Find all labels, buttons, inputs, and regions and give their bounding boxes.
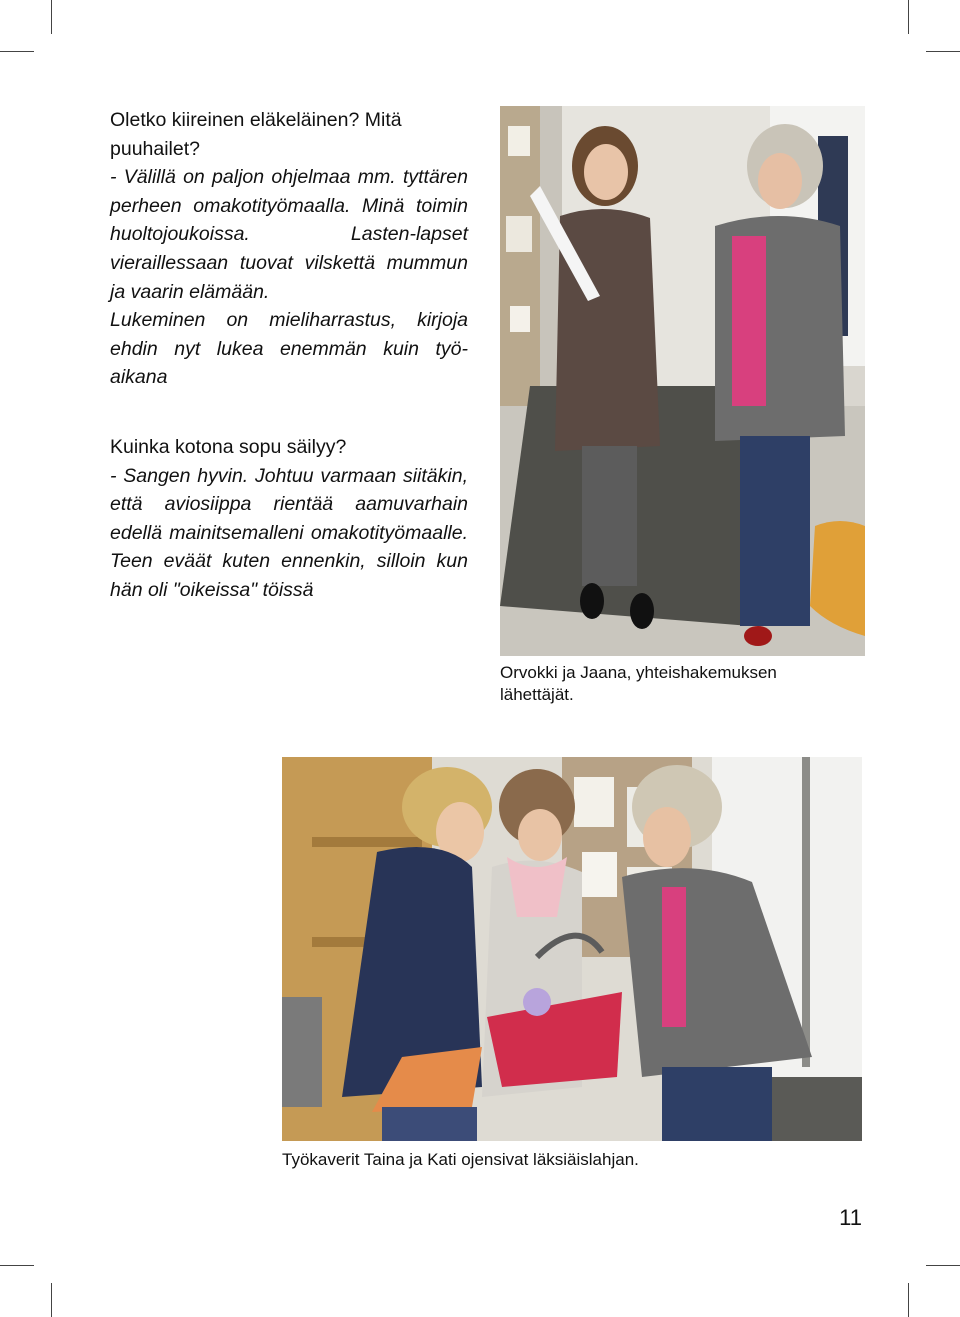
crop-mark [926, 51, 960, 52]
photo-caption: Orvokki ja Jaana, yhteishakemuksen lähettäjät. [500, 663, 777, 704]
crop-mark [908, 1283, 909, 1317]
interview-question: Oletko kiireinen eläkeläinen? Mitä puuhailet? [110, 109, 402, 160]
interview-answer-continued: Lukeminen on mieliharrastus, kirjoja ehdin nyt lukea enemmän kuin työ-aikana [110, 309, 468, 389]
crop-mark [0, 51, 34, 52]
page-number: 11 [839, 1205, 862, 1230]
interview-block [110, 106, 468, 392]
photo-caption: Työkaverit Taina ja Kati ojensivat läksiäislahjan. [282, 1150, 639, 1169]
photo-gift-basket [282, 757, 862, 1141]
crop-mark [51, 1283, 52, 1317]
photo-two-women-talking [500, 106, 865, 656]
interview-answer: - Sangen hyvin. Johtuu varmaan siitäkin, että aviosiippa rientää aamuvarhain edellä mainitsemalleni omakotityömaalle. Teen eväät kuten ennenkin, silloin kun hän oli "oikeissa" töissä [110, 464, 468, 601]
interview-answer: - Välillä on paljon ohjelmaa mm. tyttären perheen omakotityömaalla. Minä toimin huoltojoukoissa. Lasten-lapset vieraillessaan tuovat vilskettä mummun ja vaarin elämään. [110, 166, 468, 303]
crop-mark [0, 1265, 34, 1266]
crop-mark [51, 0, 52, 34]
interview-block [110, 433, 468, 605]
crop-mark [908, 0, 909, 34]
interview-question: Kuinka kotona sopu säilyy? [110, 436, 347, 458]
crop-mark [926, 1265, 960, 1266]
